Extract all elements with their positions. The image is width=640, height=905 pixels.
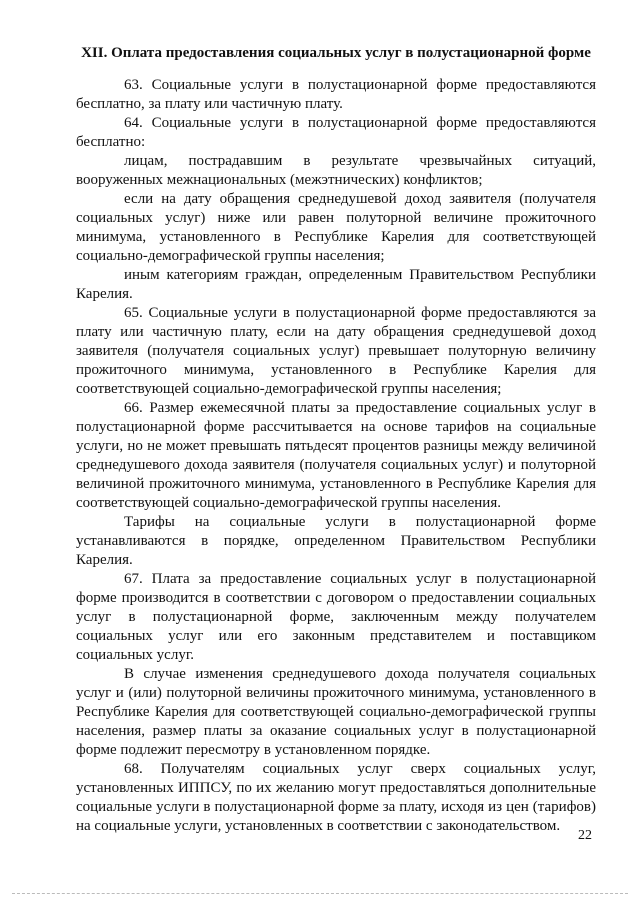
paragraph-65: 65. Социальные услуги в полустационарной форме предоставляются за плату или частичную плату, если на дату обращения среднедушевой доход заявителя (получателя социальных услуг) превышает полуторную величину прожиточного минимума, установленного в Республике Карелия для соответствующей социально-демографической группы населения; xyxy=(76,305,596,397)
paragraph-66: 66. Размер ежемесячной платы за предоставление социальных услуг в полустационарной форме рассчитывается на основе тарифов на социальные услуги, но не может превышать пятьдесят процентов разницы между величиной среднедушевого дохода заявителя (получателя социальных услуг) и полуторной величиной прожиточного минимума, установленного в Республике Карелия для соответствующей социально-демографической группы населения. xyxy=(76,400,596,511)
paragraph-66-tariffs: Тарифы на социальные услуги в полустационарной форме устанавливаются в порядке, определенном Правительством Республики Карелия. xyxy=(76,514,596,568)
page-number: 22 xyxy=(578,828,592,843)
paragraph-63: 63. Социальные услуги в полустационарной форме предоставляются бесплатно, за плату или частичную плату. xyxy=(76,77,596,112)
document-page xyxy=(76,44,596,836)
section-title: XII. Оплата предоставления социальных услуг в полустационарной форме xyxy=(81,45,591,61)
footer-divider xyxy=(12,893,628,894)
paragraph-64-item-1: лицам, пострадавшим в результате чрезвычайных ситуаций, вооруженных межнациональных (межэтнических) конфликтов; xyxy=(76,153,596,188)
paragraph-67-change: В случае изменения среднедушевого дохода получателя социальных услуг и (или) полуторной величины прожиточного минимума, установленного в Республике Карелия для соответствующей социально-демографической группы населения, размер платы за оказание социальных услуг в полустационарной форме подлежит пересмотру в установленном порядке. xyxy=(76,666,596,758)
paragraph-64-item-3: иным категориям граждан, определенным Правительством Республики Карелия. xyxy=(76,267,596,302)
paragraph-64: 64. Социальные услуги в полустационарной форме предоставляются бесплатно: xyxy=(76,115,596,150)
paragraph-67: 67. Плата за предоставление социальных услуг в полустационарной форме производится в соответствии с договором о предоставлении социальных услуг в полустационарной форме, заключенным между получателем социальных услуг или его законным представителем и поставщиком социальных услуг. xyxy=(76,571,596,663)
paragraph-64-item-2: если на дату обращения среднедушевой доход заявителя (получателя социальных услуг) ниже или равен полуторной величине прожиточного минимума, установленного в Республике Карелия для соответствующей социально-демографической группы населения; xyxy=(76,191,596,264)
paragraph-68: 68. Получателям социальных услуг сверх социальных услуг, установленных ИППСУ, по их желанию могут предоставляться дополнительные социальные услуги в полустационарной форме за плату, исходя из цен (тарифов) на социальные услуги, установленных в соответствии с законодательством. xyxy=(76,761,596,834)
